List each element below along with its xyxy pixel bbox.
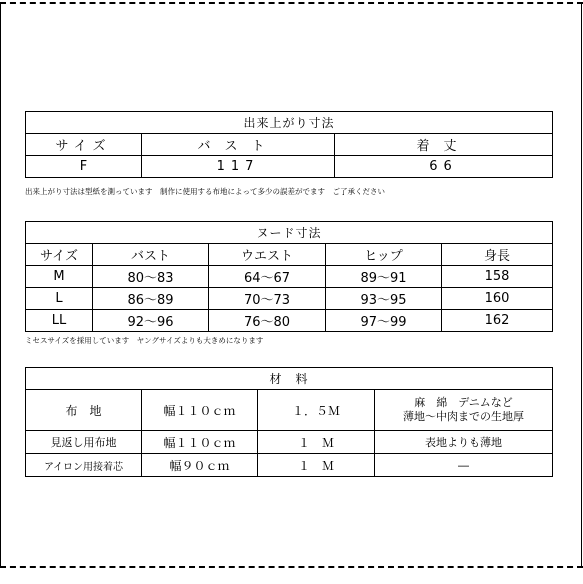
top-dashed-border [0, 2, 583, 4]
waist-cell: 64～67 [209, 266, 326, 288]
hip-cell: 93～95 [326, 288, 442, 310]
material-remark: ― [375, 454, 553, 477]
height-cell: 158 [442, 266, 553, 288]
nude-header-size: サイズ [26, 244, 93, 266]
materials-title: 材 料 [26, 368, 553, 390]
hip-cell: 97～99 [326, 310, 442, 332]
value-bust: 117 [142, 156, 335, 178]
nude-dimensions-table [25, 221, 553, 332]
material-name: 布 地 [26, 390, 142, 431]
material-remark: 表地よりも薄地 [375, 431, 553, 454]
remark-line: 薄地～中肉までの生地厚 [403, 410, 524, 423]
material-name: 見返し用布地 [26, 431, 142, 454]
nude-header-waist: ウエスト [209, 244, 326, 266]
material-width: 幅１１０ｃｍ [142, 390, 258, 431]
waist-cell: 70～73 [209, 288, 326, 310]
table-row [26, 431, 553, 454]
material-width: 幅１１０ｃｍ [142, 431, 258, 454]
nude-note: ミセスサイズを採用しています ヤングサイズよりも大きめになります [25, 336, 264, 345]
bottom-dashed-border [0, 566, 583, 568]
bust-cell: 86～89 [93, 288, 209, 310]
finished-dimensions-table [25, 111, 553, 178]
table-row [26, 310, 553, 332]
nude-header-height: 身長 [442, 244, 553, 266]
table-row [26, 266, 553, 288]
material-amount: １．５Ｍ [258, 390, 375, 431]
header-length: 着丈 [335, 134, 553, 156]
remark-line: 麻 綿 デニムなど [414, 396, 513, 409]
size-cell: M [26, 266, 93, 288]
nude-header-bust: バスト [93, 244, 209, 266]
table-row [26, 288, 553, 310]
header-size: サイズ [26, 134, 142, 156]
height-cell: 162 [442, 310, 553, 332]
nude-header-hip: ヒップ [326, 244, 442, 266]
nude-dimensions-title: ヌード寸法 [26, 222, 553, 244]
table-row [26, 454, 553, 477]
finished-note: 出来上がり寸法は型紙を測っています 制作に使用する布地によって多少の誤差がでます ご了承ください [25, 187, 385, 196]
height-cell: 160 [442, 288, 553, 310]
left-border [0, 2, 1, 568]
value-size: F [26, 156, 142, 178]
right-border [581, 2, 582, 568]
bust-cell: 92～96 [93, 310, 209, 332]
material-width: 幅９０ｃｍ [142, 454, 258, 477]
material-name: アイロン用接着芯 [26, 454, 142, 477]
material-remark [375, 390, 553, 431]
waist-cell: 76～80 [209, 310, 326, 332]
table-row [26, 390, 553, 431]
bust-cell: 80～83 [93, 266, 209, 288]
size-cell: L [26, 288, 93, 310]
header-bust: バスト [142, 134, 335, 156]
materials-table [25, 367, 553, 477]
size-cell: LL [26, 310, 93, 332]
value-length: 66 [335, 156, 553, 178]
material-amount: １ Ｍ [258, 431, 375, 454]
material-amount: １ Ｍ [258, 454, 375, 477]
hip-cell: 89～91 [326, 266, 442, 288]
finished-dimensions-title: 出来上がり寸法 [26, 112, 553, 134]
